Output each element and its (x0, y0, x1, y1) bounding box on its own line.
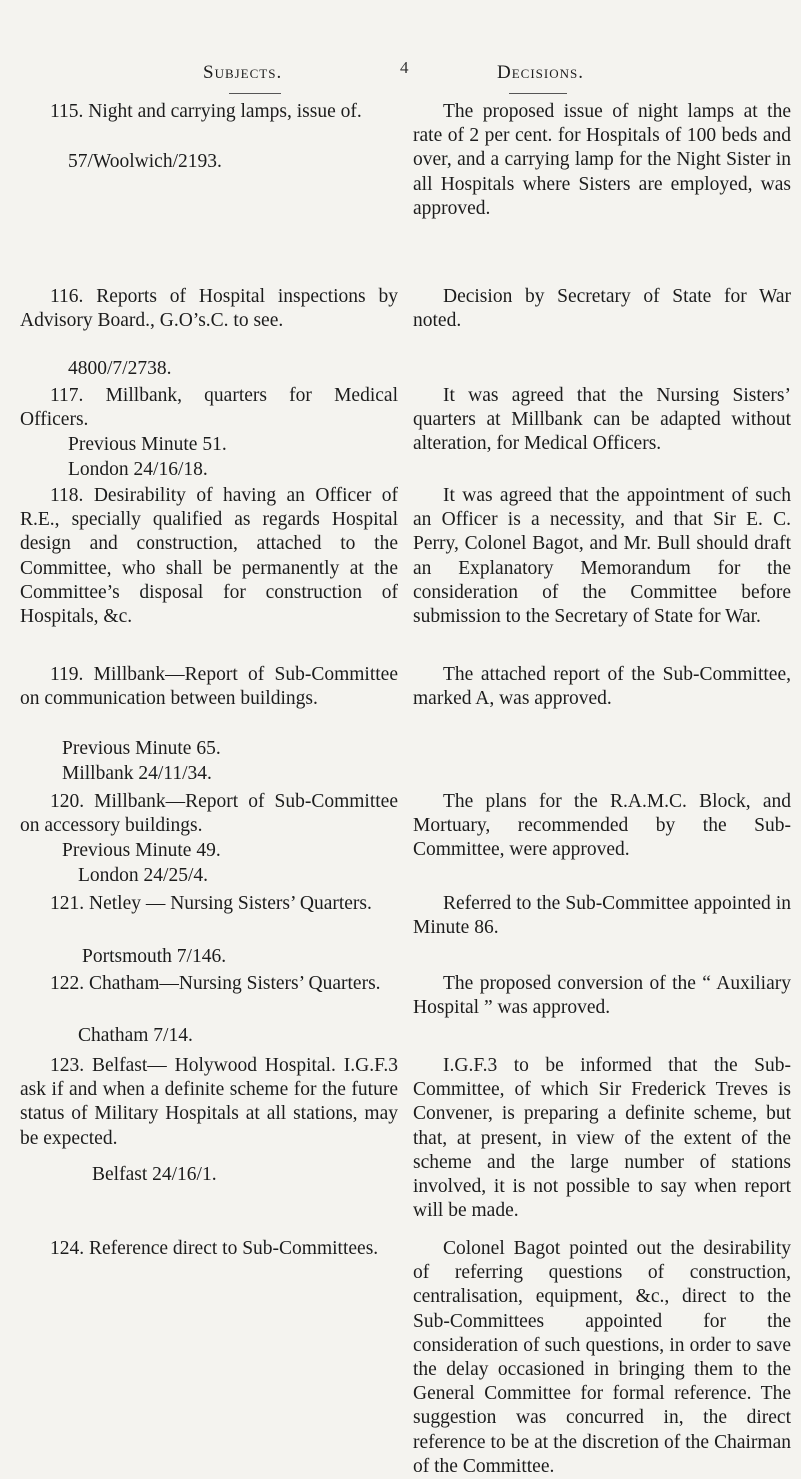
decision-115: The proposed issue of night lamps at the rate of 2 per cent. for Hospitals of 100 beds and over, and a carrying lamp for the Night Sister in all Hospitals where Sisters are employed, was approved. (413, 101, 791, 219)
subject-118: 118. Desirability of having an Officer of R.E., specially qualified as regards Hospital design and construction, attached to the Committee, who shall be permanently at the Committee’s disposal for construction of Hospitals, &c. (20, 485, 398, 628)
subject-119-ref-1: Previous Minute 65. (62, 738, 221, 759)
subject-121-ref-1: Portsmouth 7/146. (82, 946, 227, 967)
subject-117-ref-1: Previous Minute 51. (68, 434, 227, 455)
subject-122: 122. Chatham—Nursing Sisters’ Quarters. (50, 973, 381, 994)
subject-122-ref-1: Chatham 7/14. (78, 1025, 193, 1046)
subject-117-ref-2: London 24/16/18. (68, 459, 208, 480)
decision-123: I.G.F.3 to be informed that the Sub-Committee, of which Sir Frederick Treves is Convener, is preparing a definite scheme, but that, at present, in view of the extent of the scheme and the large number of stations involved, it is not possible to say when report will be made. (413, 1055, 791, 1222)
subject-116-ref-1: 4800/7/2738. (68, 358, 172, 379)
decision-117: It was agreed that the Nursing Sisters’ quarters at Millbank can be adapted without alteration, for Medical Officers. (413, 385, 791, 455)
subject-123: 123. Belfast— Holywood Hospital. I.G.F.3 ask if and when a definite scheme for the future status of Military Hospitals at all stations, may be expected. (20, 1055, 398, 1149)
decisions-header-rule (509, 93, 567, 94)
page-number: 4 (400, 58, 409, 77)
decision-122: The proposed conversion of the “ Auxiliary Hospital ” was approved. (413, 973, 791, 1019)
subject-120-ref-2: London 24/25/4. (78, 865, 208, 886)
subject-115-ref-1: 57/Woolwich/2193. (68, 151, 222, 172)
subject-117: 117. Millbank, quarters for Medical Officers. (20, 385, 398, 431)
subject-115: 115. Night and carrying lamps, issue of. (50, 101, 362, 122)
decision-119: The attached report of the Sub-Committee, marked A, was approved. (413, 664, 791, 710)
decision-124: Colonel Bagot pointed out the desirability of referring questions of construction, centralisation, equipment, &c., direct to the Sub-Committees appointed for the consideration of such questions, in order to save the delay occasioned in bringing them to the General Committee for formal reference. The suggestion was concurred in, the direct reference to be at the discretion of the Chairman of the Committee. (413, 1238, 791, 1477)
decision-121: Referred to the Sub-Committee appointed in Minute 86. (413, 893, 791, 939)
subject-123-ref-1: Belfast 24/16/1. (92, 1164, 217, 1185)
decision-118: It was agreed that the appointment of such an Officer is a necessity, and that Sir E. C. Perry, Colonel Bagot, and Mr. Bull should draft an Explanatory Memorandum for the consideration of the Committee before submission to the Secretary of State for War. (413, 485, 791, 628)
subject-120: 120. Millbank—Report of Sub-Committee on accessory buildings. (20, 791, 398, 837)
subject-124: 124. Reference direct to Sub-Committees. (50, 1238, 379, 1259)
subject-116: 116. Reports of Hospital inspections by Advisory Board., G.O’s.C. to see. (20, 286, 398, 332)
subjects-header-rule (229, 93, 281, 94)
decisions-header: Decisions. (497, 62, 584, 83)
subject-119: 119. Millbank—Report of Sub-Committee on communication between buildings. (20, 664, 398, 710)
subject-121: 121. Netley — Nursing Sisters’ Quarters. (50, 893, 372, 914)
subject-120-ref-1: Previous Minute 49. (62, 840, 221, 861)
subjects-header: Subjects. (203, 62, 283, 83)
decision-120: The plans for the R.A.M.C. Block, and Mortuary, recommended by the Sub-Committee, were approved. (413, 791, 791, 861)
subject-119-ref-2: Millbank 24/11/34. (62, 763, 212, 784)
decision-116: Decision by Secretary of State for War noted. (413, 286, 791, 332)
